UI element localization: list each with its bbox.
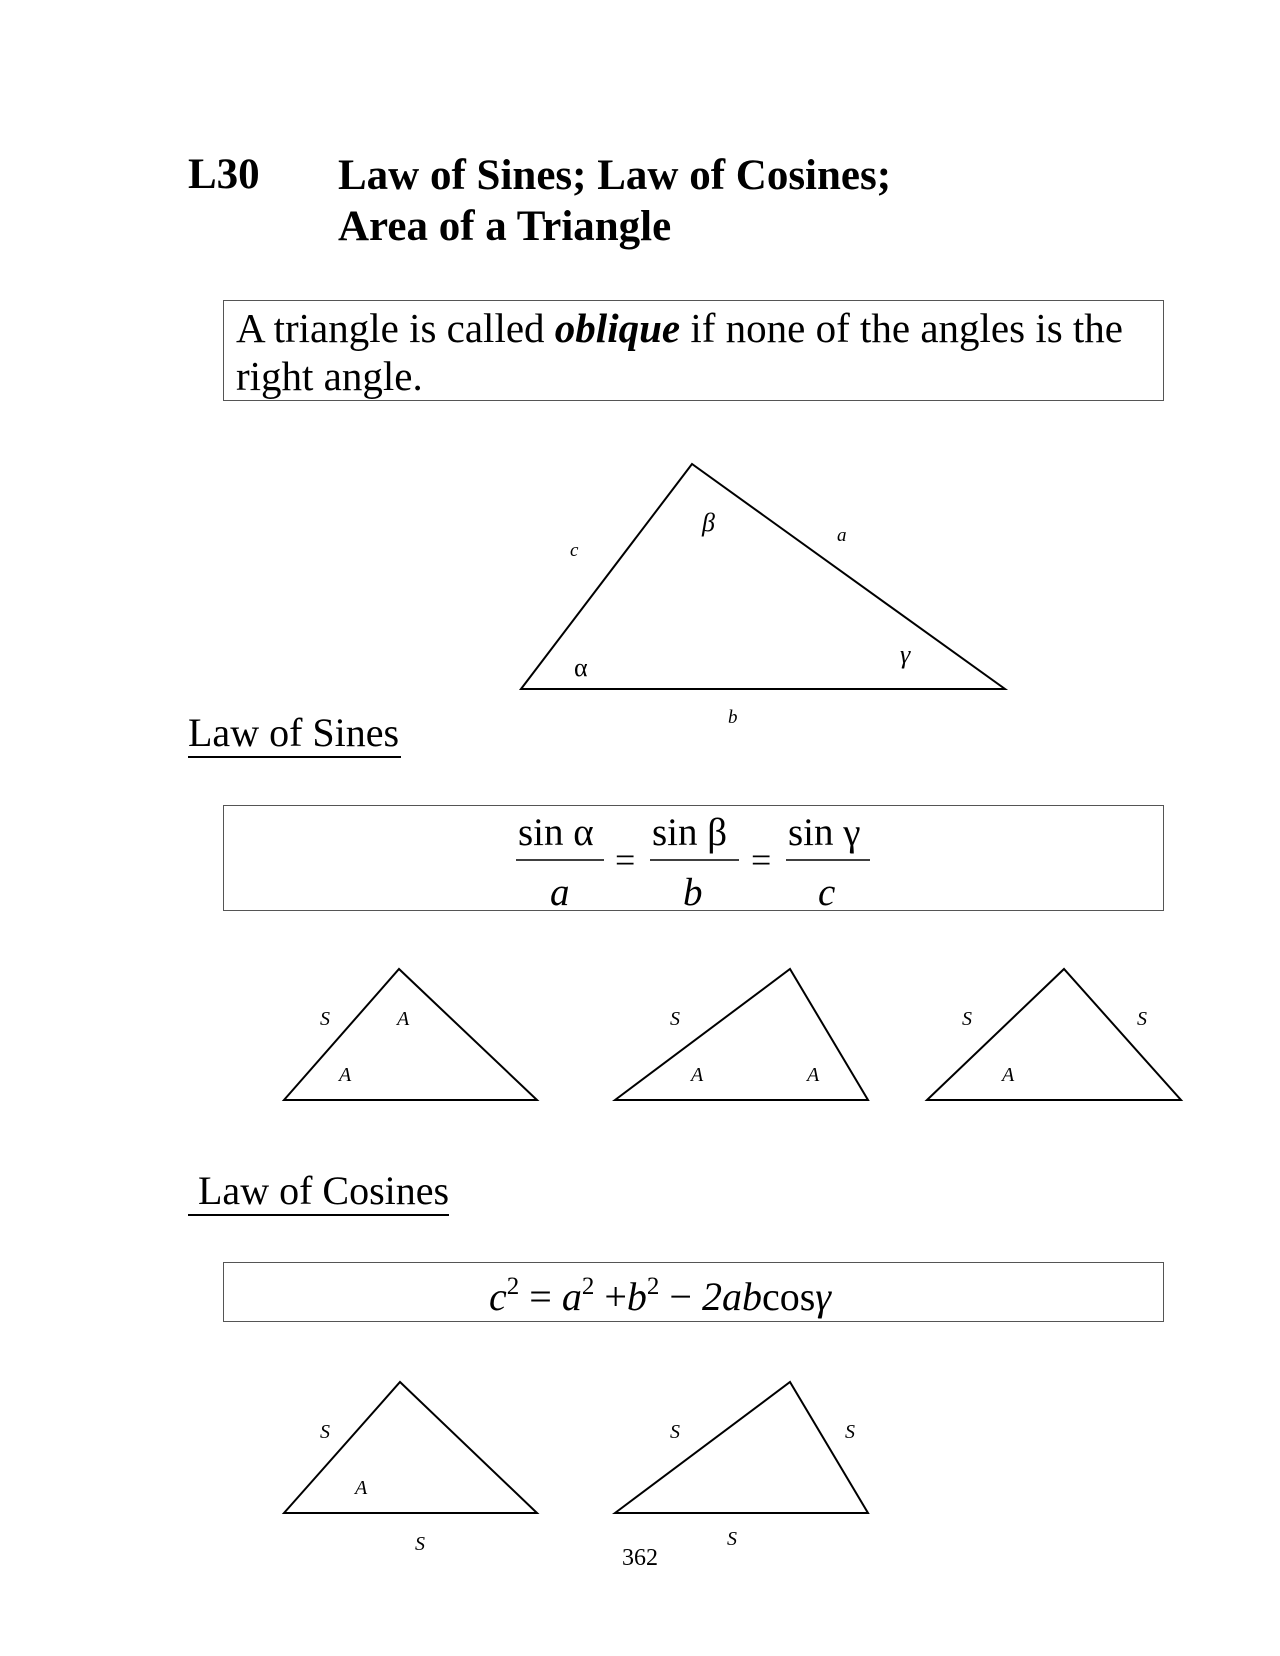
sines-case-3-angle-label: A xyxy=(1002,1064,1015,1086)
cosines-case-1-angle-label: A xyxy=(355,1477,368,1499)
law-of-sines-heading: Law of Sines xyxy=(188,710,401,758)
sines-numerator-2: sin β xyxy=(652,811,728,854)
lesson-title-line-2: Area of a Triangle xyxy=(338,203,672,250)
cosines-exp-a: 2 xyxy=(581,1273,595,1300)
definition-text-after: if none of the angles is the right angle. xyxy=(236,305,1124,399)
main-side-c-label: c xyxy=(570,540,579,561)
cosines-case-1-triangle xyxy=(284,1382,537,1513)
cosines-case-1-side-left-label: S xyxy=(320,1421,330,1443)
sines-case-2-triangle xyxy=(615,969,868,1100)
sines-case-1-side-label: S xyxy=(320,1008,330,1030)
definition-term: oblique xyxy=(554,305,681,351)
main-angle-alpha-label: α xyxy=(574,653,588,682)
sines-denominator-2: b xyxy=(683,871,703,914)
sines-case-3-side-left-label: S xyxy=(962,1008,972,1030)
sines-case-2-side-label: S xyxy=(670,1008,680,1030)
cosines-exp-c: 2 xyxy=(506,1273,520,1300)
sines-case-1-angle-left-label: A xyxy=(339,1064,352,1086)
cosines-cos: cos xyxy=(761,1274,816,1319)
main-angle-gamma-label: γ xyxy=(900,640,911,669)
cosines-formula xyxy=(489,1273,832,1319)
sines-numerator-3: sin γ xyxy=(788,811,861,854)
sines-equals-2: = xyxy=(751,840,772,880)
lesson-number: L30 xyxy=(188,151,260,198)
cosines-a: a xyxy=(561,1274,582,1319)
cosines-case-1-side-bottom-label: S xyxy=(415,1533,425,1555)
cosines-plus: + xyxy=(604,1274,627,1319)
cosines-case-2-triangle xyxy=(615,1382,868,1513)
sines-equals-1: = xyxy=(615,840,636,880)
main-side-a-label: a xyxy=(837,525,847,546)
cosines-gamma: γ xyxy=(815,1274,832,1319)
sines-numerator-1: sin α xyxy=(518,811,594,854)
sines-case-1-angle-top-label: A xyxy=(397,1008,410,1030)
sines-case-1-triangle xyxy=(284,969,537,1100)
cosines-case-2-side-left-label: S xyxy=(670,1421,680,1443)
cosines-equals: = xyxy=(529,1274,552,1319)
page-number: 362 xyxy=(622,1545,658,1571)
cosines-case-2-side-bottom-label: S xyxy=(727,1528,737,1550)
cosines-minus: − xyxy=(669,1274,692,1319)
sines-case-3-side-right-label: S xyxy=(1137,1008,1147,1030)
main-side-b-label: b xyxy=(728,707,738,728)
lesson-title-line-1: Law of Sines; Law of Cosines; xyxy=(338,152,892,199)
cosines-c: c xyxy=(489,1274,507,1319)
cosines-2ab: 2ab xyxy=(701,1274,762,1319)
cosines-b: b xyxy=(626,1274,647,1319)
sines-denominator-1: a xyxy=(550,871,570,914)
main-triangle xyxy=(521,464,1005,689)
sines-denominator-3: c xyxy=(818,871,836,914)
sines-case-2-angle-right-label: A xyxy=(807,1064,820,1086)
definition-text-before: A triangle is called xyxy=(236,305,555,351)
sines-case-3-triangle xyxy=(927,969,1181,1100)
sines-case-2-angle-left-label: A xyxy=(691,1064,704,1086)
cosines-case-2-side-right-label: S xyxy=(845,1421,855,1443)
law-of-cosines-heading: Law of Cosines xyxy=(188,1168,449,1216)
cosines-exp-b: 2 xyxy=(646,1273,660,1300)
main-angle-beta-label: β xyxy=(702,508,715,537)
